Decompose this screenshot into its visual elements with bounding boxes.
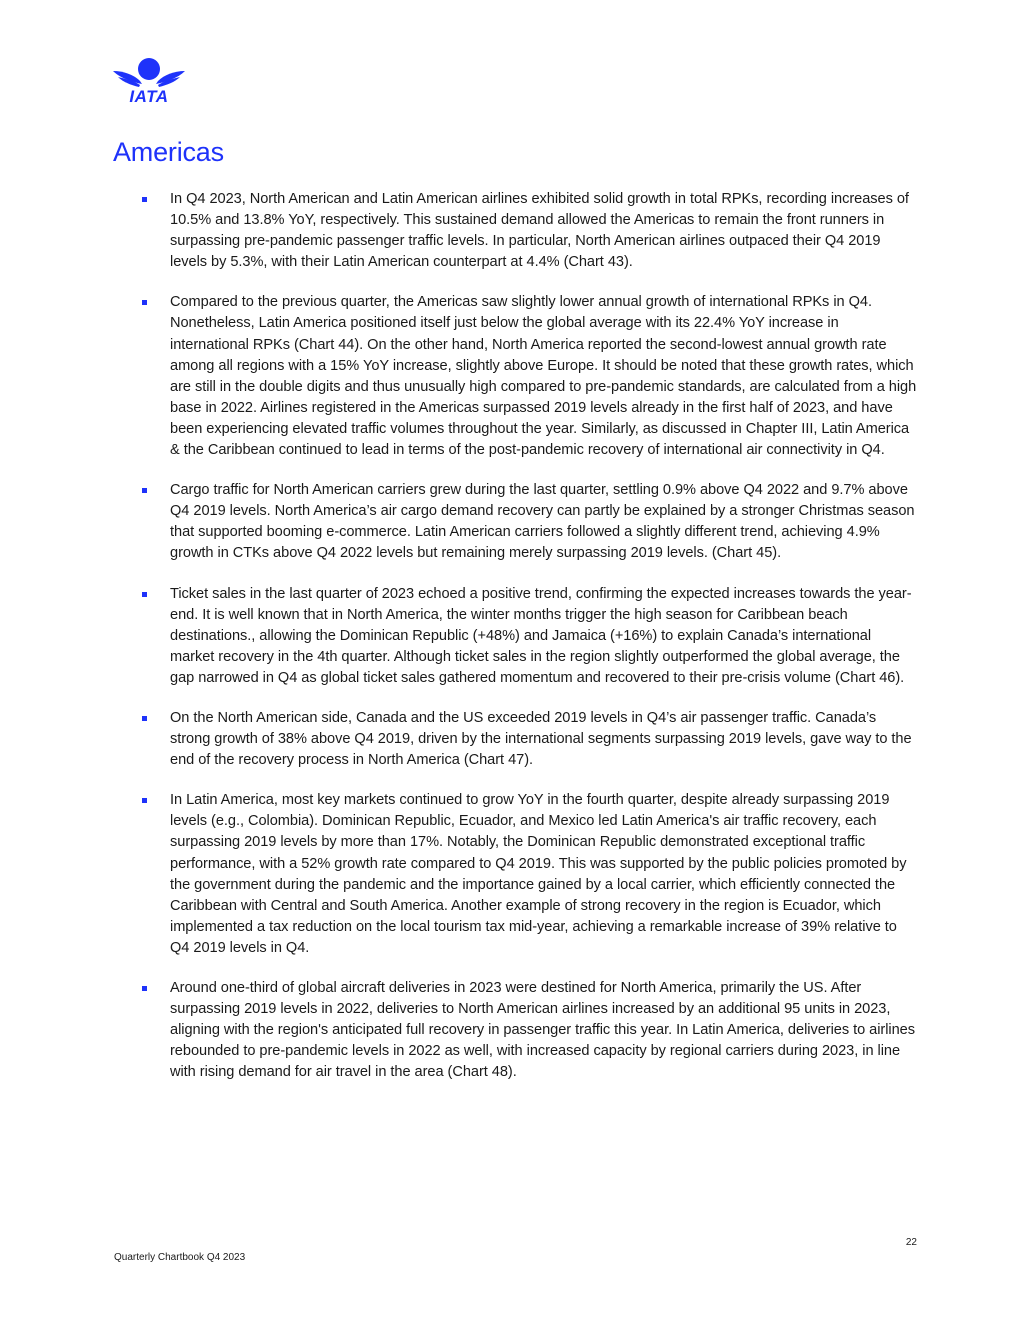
bullet-text: On the North American side, Canada and the US exceeded 2019 levels in Q4’s air passenger traffic. Canada’s strong growth of 38% above Q4 2019, driven by the international segments surpassing 2019 levels, gave way to the end of the recovery process in North America (Chart 47). <box>170 709 912 769</box>
list-item <box>170 708 918 771</box>
list-item <box>170 978 918 1083</box>
page-number: 22 <box>905 1237 917 1248</box>
bullet-text: In Latin America, most key markets continued to grow YoY in the fourth quarter, despite already surpassing 2019 levels (e.g., Colombia). Dominican Republic, Ecuador, and Mexico led Latin America's air traffic recovery, each surpassing 2019 levels by more than 17%. Notably, the Dominican Republic demonstrated exceptional traffic performance, with a 52% growth rate compared to Q4 2019. This was supported by the public policies promoted by the government during the pandemic and the importance gained by a local carrier, which efficiently connected the Caribbean with Central and South America. Another example of strong recovery in the region is Ecuador, which implemented a tax reduction on the local tourism tax mid-year, achieving a remarkable increase of 39% relative to Q4 2019 levels in Q4. <box>170 792 907 956</box>
bullet-text: Cargo traffic for North American carriers grew during the last quarter, settling 0.9% above Q4 2022 and 9.7% above Q4 2019 levels. North America’s air cargo demand recovery can partly be explained by a stronger Christmas season that supported booming e-commerce. Latin American carriers followed a slightly different trend, achieving 4.9% growth in CTKs above Q4 2022 levels but remaining merely surpassing 2019 levels. (Chart 45). <box>170 482 915 562</box>
bullet-square-icon <box>142 300 147 305</box>
svg-text:IATA: IATA <box>129 87 169 105</box>
list-item <box>170 292 918 461</box>
bullet-square-icon <box>142 488 147 493</box>
bullet-text: In Q4 2023, North American and Latin American airlines exhibited solid growth in total RPKs, recording increases of 10.5% and 13.8% YoY, respectively. This sustained demand allowed the Americas to remain the front runners in surpassing pre-pandemic passenger traffic levels. In particular, North American airlines outpaced their Q4 2019 levels by 5.3%, with their Latin American counterpart at 4.4% (Chart 43). <box>170 191 909 271</box>
bullet-text: Ticket sales in the last quarter of 2023 echoed a positive trend, confirming the expected increases towards the year-end. It is well known that in North America, the winter months trigger the high season for Caribbean beach destinations., allowing the Dominican Republic (+48%) and Jamaica (+16%) to explain Canada’s international market recovery in the 4th quarter. Although ticket sales in the region slightly outperformed the global average, the gap narrowed in Q4 as global ticket sales gathered momentum and recovered to their pre-crisis volume (Chart 46). <box>170 585 912 686</box>
bullet-square-icon <box>142 986 147 991</box>
bullet-square-icon <box>142 592 147 597</box>
list-item <box>170 584 918 689</box>
bullet-text: Around one-third of global aircraft deliveries in 2023 were destined for North America, primarily the US. After surpassing 2019 levels in 2022, deliveries to North American airlines increased by an additional 95 units in 2023, aligning with the region's anticipated full recovery in passenger traffic this year. In Latin America, deliveries to airlines rebounded to pre-pandemic levels in 2022 as well, with increased capacity by regional carriers during 2023, in line with rising demand for air travel in the area (Chart 48). <box>170 980 915 1081</box>
list-item <box>170 790 918 959</box>
page-title: Americas <box>113 137 224 167</box>
footer-document-title: Quarterly Chartbook Q4 2023 <box>114 1252 246 1263</box>
list-item <box>170 480 918 564</box>
iata-logo <box>112 57 186 105</box>
bullet-list <box>170 189 918 1102</box>
list-item <box>170 189 918 273</box>
bullet-square-icon <box>142 197 147 202</box>
bullet-text: Compared to the previous quarter, the Americas saw slightly lower annual growth of international RPKs in Q4. Nonetheless, Latin America positioned itself just below the global average with its 22.4% YoY increase in international RPKs (Chart 44). On the other hand, North America reported the second-lowest annual growth rate among all regions with a 15% YoY increase, slightly above Europe. It should be noted that these growth rates, which are still in the double digits and thus unusually high compared to pre-pandemic standards, are calculated from a high base in 2022. Airlines registered in the Americas surpassed 2019 levels already in the first half of 2023, and have been experiencing elevated traffic volumes throughout the year. Similarly, as discussed in Chapter III, Latin America & the Caribbean continued to lead in terms of the post-pandemic recovery of international air connectivity in Q4. <box>170 294 917 459</box>
bullet-square-icon <box>142 798 147 803</box>
bullet-square-icon <box>142 716 147 721</box>
